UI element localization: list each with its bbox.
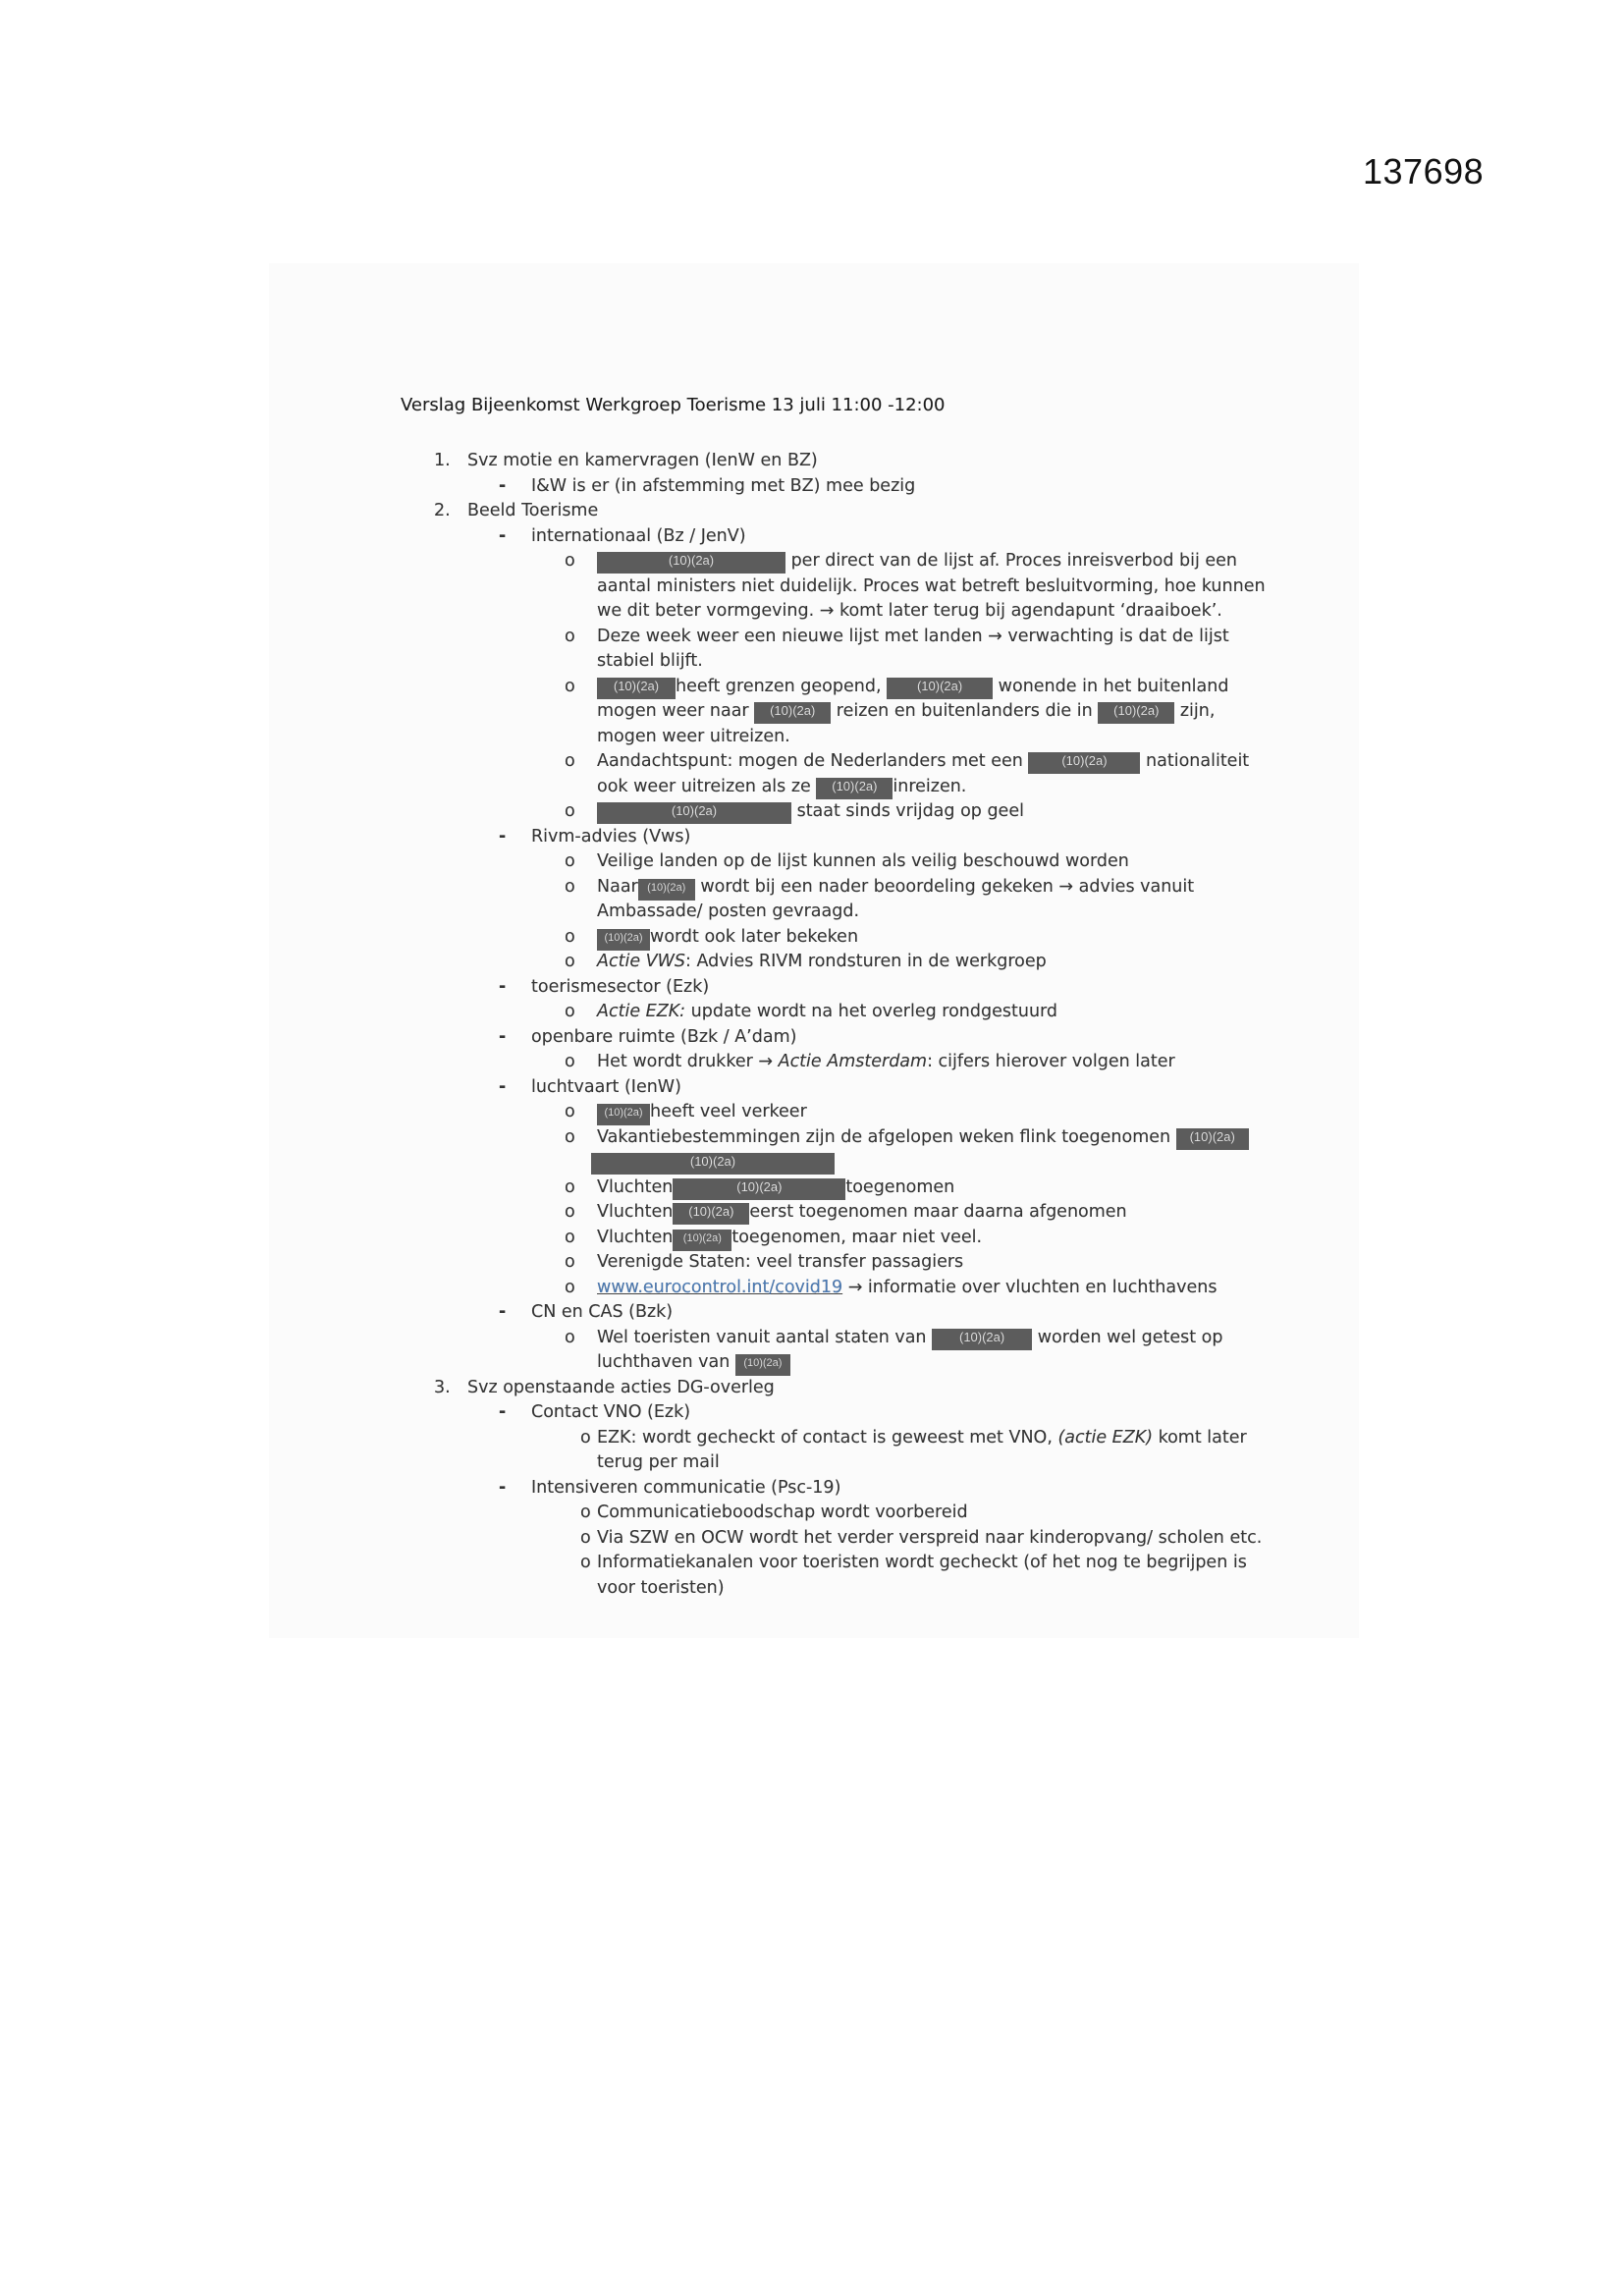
redaction-box: (10)(2a) <box>597 552 785 574</box>
circle-bullet: o <box>565 1227 575 1247</box>
bullet-item <box>401 799 1265 825</box>
bullet-text: eerst toegenomen maar daarna afgenomen <box>749 1202 1127 1222</box>
bullet-item <box>401 1200 1265 1226</box>
circle-bullet: o <box>565 851 575 871</box>
redaction-box: (10)(2a) <box>735 1354 790 1376</box>
bullet-text: per direct van de lijst af. Proces inreisverbod bij een <box>790 551 1238 571</box>
bullet-text: komt later <box>1153 1427 1247 1448</box>
redaction-box: (10)(2a) <box>932 1329 1032 1350</box>
sub-item <box>401 1075 1265 1101</box>
bullet-text: heeft grenzen geopend, <box>676 676 882 696</box>
circle-bullet: o <box>565 676 575 696</box>
bullet-text: worden wel getest op <box>1037 1327 1223 1347</box>
bullet-text: Communicatieboodschap wordt voorbereid <box>597 1503 968 1522</box>
bullet-text: EZK: wordt gecheckt of contact is geweest met VNO, <box>597 1427 1058 1448</box>
bullet-item <box>401 749 1265 775</box>
sub-item-text: CN en CAS (Bzk) <box>531 1302 674 1322</box>
bullet-text: toegenomen <box>845 1176 955 1197</box>
dash-bullet: - <box>499 976 507 997</box>
sub-item <box>401 1476 1265 1502</box>
bullet-text: Vluchten <box>597 1227 674 1247</box>
circle-bullet: o <box>565 1252 575 1272</box>
redaction-box: (10)(2a) <box>887 678 993 699</box>
sub-item <box>401 825 1265 850</box>
redaction-box: (10)(2a) <box>1176 1128 1249 1150</box>
redaction-box: (10)(2a) <box>597 1104 650 1125</box>
bullet-item <box>401 1501 1265 1526</box>
bullet-text: Het wordt drukker → <box>597 1052 779 1071</box>
circle-bullet: o <box>565 1002 575 1021</box>
list-number: 3. <box>434 1377 451 1397</box>
dash-bullet: - <box>499 1477 507 1498</box>
circle-bullet: o <box>565 1277 575 1297</box>
circle-bullet: o <box>565 1327 575 1347</box>
bullet-continuation <box>401 775 1265 800</box>
bullet-item <box>401 1100 1265 1125</box>
redaction-box: (10)(2a) <box>816 778 893 799</box>
sub-item <box>401 1300 1265 1326</box>
redaction-box: (10)(2a) <box>673 1178 845 1200</box>
bullet-continuation <box>401 699 1265 725</box>
bullet-text: Informatiekanalen voor toeristen wordt gecheckt (of het nog te begrijpen is <box>597 1553 1247 1572</box>
bullet-text: wordt ook later bekeken <box>650 926 859 947</box>
document-number: 137698 <box>1363 151 1485 191</box>
action-label: Actie EZK: <box>597 1002 686 1021</box>
bullet-continuation: we dit beter vormgeving. → komt later terug bij agendapunt ‘draaiboek’. <box>597 601 1222 621</box>
circle-bullet: o <box>565 1052 575 1071</box>
bullet-text: mogen weer naar <box>597 701 749 721</box>
bullet-item <box>401 875 1265 901</box>
sub-item-text: openbare ruimte (Bzk / A’dam) <box>531 1026 797 1047</box>
eurocontrol-link[interactable]: www.eurocontrol.int/covid19 <box>597 1277 843 1297</box>
bullet-item <box>401 849 1265 875</box>
bullet-text: luchthaven van <box>597 1352 731 1372</box>
agenda-item-2 <box>401 499 1265 524</box>
circle-bullet: o <box>565 876 575 897</box>
bullet-item <box>401 549 1265 574</box>
meeting-report <box>401 395 1265 1601</box>
bullet-item <box>401 1226 1265 1251</box>
sub-item-text: Contact VNO (Ezk) <box>531 1402 691 1422</box>
dash-bullet: - <box>499 475 507 496</box>
bullet-text: Vluchten <box>597 1176 674 1197</box>
dash-bullet: - <box>499 1026 507 1047</box>
bullet-text: zijn, <box>1179 701 1216 721</box>
bullet-continuation: voor toeristen) <box>597 1577 725 1598</box>
list-number: 1. <box>434 451 451 470</box>
sub-item <box>401 1400 1265 1426</box>
sub-item-text: Rivm-advies (Vws) <box>531 826 691 847</box>
bullet-text: Deze week weer een nieuwe lijst met landen → verwachting is dat de lijst <box>597 626 1229 646</box>
sub-item-text: Intensiveren communicatie (Psc-19) <box>531 1477 841 1498</box>
bullet-text: : Advies RIVM rondsturen in de werkgroep <box>685 952 1047 971</box>
bullet-item <box>401 1426 1265 1451</box>
bullet-item <box>401 1551 1265 1576</box>
report-title: Verslag Bijeenkomst Werkgroep Toerisme 13 juli 11:00 -12:00 <box>401 395 946 415</box>
bullet-text: toegenomen, maar niet veel. <box>731 1227 983 1247</box>
bullet-text: Vakantiebestemmingen zijn de afgelopen weken flink toegenomen <box>597 1126 1171 1147</box>
bullet-item <box>401 1125 1265 1151</box>
bullet-item <box>401 1175 1265 1201</box>
circle-bullet: o <box>565 751 575 771</box>
bullet-text: Verenigde Staten: veel transfer passagiers <box>597 1252 964 1272</box>
bullet-item <box>401 1326 1265 1351</box>
redaction-box: (10)(2a) <box>1098 702 1174 724</box>
sub-item-text: I&W is er (in afstemming met BZ) mee bezig <box>531 475 916 496</box>
bullet-text: wonende in het buitenland <box>998 676 1229 696</box>
bullet-continuation: aantal ministers niet duidelijk. Proces wat betreft besluitvorming, hoe kunnen <box>597 575 1266 596</box>
bullet-continuation: terug per mail <box>597 1452 720 1472</box>
action-label: (actie EZK) <box>1057 1427 1154 1448</box>
bullet-item <box>401 925 1265 951</box>
circle-bullet: o <box>565 926 575 947</box>
bullet-text: wordt bij een nader beoordeling gekeken → advies vanuit <box>700 876 1195 897</box>
agenda-item-1 <box>401 449 1265 474</box>
sub-item <box>401 975 1265 1001</box>
bullet-item <box>401 1250 1265 1276</box>
circle-bullet: o <box>565 551 575 571</box>
bullet-item <box>401 1276 1265 1301</box>
bullet-text: update wordt na het overleg rondgestuurd <box>685 1002 1058 1021</box>
bullet-text: inreizen. <box>893 776 967 796</box>
circle-bullet: o <box>580 1553 591 1572</box>
bullet-item <box>401 1000 1265 1025</box>
bullet-text: staat sinds vrijdag op geel <box>796 801 1024 821</box>
bullet-text: Aandachtspunt: mogen de Nederlanders met een <box>597 751 1023 771</box>
bullet-text: Via SZW en OCW wordt het verder verspreid naar kinderopvang/ scholen etc. <box>597 1527 1263 1548</box>
sub-item-text: internationaal (Bz / JenV) <box>531 525 746 546</box>
circle-bullet: o <box>565 1176 575 1197</box>
circle-bullet: o <box>565 1202 575 1222</box>
circle-bullet: o <box>565 1102 575 1121</box>
redaction-box: (10)(2a) <box>1028 752 1140 774</box>
agenda-item-text: Beeld Toerisme <box>467 501 599 520</box>
sub-item <box>401 474 1265 500</box>
sub-item <box>401 1025 1265 1051</box>
bullet-continuation <box>401 1150 1265 1175</box>
bullet-continuation <box>401 1350 1265 1376</box>
redaction-box: (10)(2a) <box>673 1230 731 1251</box>
bullet-item <box>401 1050 1265 1075</box>
sub-item <box>401 524 1265 550</box>
bullet-item <box>401 625 1265 650</box>
bullet-text: heeft veel verkeer <box>650 1102 807 1121</box>
agenda-item-text: Svz openstaande acties DG-overleg <box>467 1377 775 1397</box>
sub-item-text: toerismesector (Ezk) <box>531 976 710 997</box>
redaction-box: (10)(2a) <box>591 1153 835 1175</box>
redaction-box: (10)(2a) <box>673 1203 749 1225</box>
bullet-text: reizen en buitenlanders die in <box>836 701 1093 721</box>
dash-bullet: - <box>499 525 507 546</box>
action-label: Actie Amsterdam <box>778 1052 928 1071</box>
bullet-text: Naar <box>597 876 638 897</box>
dash-bullet: - <box>499 1402 507 1422</box>
bullet-text: Wel toeristen vanuit aantal staten van <box>597 1327 927 1347</box>
bullet-continuation: mogen weer uitreizen. <box>597 726 790 746</box>
circle-bullet: o <box>565 801 575 821</box>
agenda-item-3 <box>401 1376 1265 1401</box>
bullet-continuation: stabiel blijft. <box>597 651 703 671</box>
redaction-box: (10)(2a) <box>597 929 650 951</box>
list-number: 2. <box>434 501 451 520</box>
action-label: Actie VWS <box>597 952 686 971</box>
bullet-text: Veilige landen op de lijst kunnen als veilig beschouwd worden <box>597 851 1129 871</box>
bullet-continuation: Ambassade/ posten gevraagd. <box>597 902 860 921</box>
redaction-box: (10)(2a) <box>597 678 676 699</box>
circle-bullet: o <box>580 1503 591 1522</box>
circle-bullet: o <box>565 626 575 646</box>
dash-bullet: - <box>499 1302 507 1322</box>
circle-bullet: o <box>580 1527 591 1548</box>
bullet-item <box>401 675 1265 700</box>
circle-bullet: o <box>565 952 575 971</box>
redaction-box: (10)(2a) <box>754 702 831 724</box>
bullet-text: : cijfers hierover volgen later <box>927 1052 1175 1071</box>
bullet-text: → informatie over vluchten en luchthavens <box>842 1277 1218 1297</box>
redaction-box: (10)(2a) <box>638 879 695 901</box>
bullet-text: ook weer uitreizen als ze <box>597 776 811 796</box>
bullet-item <box>401 1526 1265 1552</box>
sub-item-text: luchtvaart (IenW) <box>531 1076 681 1097</box>
dash-bullet: - <box>499 826 507 847</box>
circle-bullet: o <box>580 1427 591 1448</box>
bullet-text: Vluchten <box>597 1202 674 1222</box>
redaction-box: (10)(2a) <box>597 802 791 824</box>
agenda-item-text: Svz motie en kamervragen (IenW en BZ) <box>467 451 818 470</box>
circle-bullet: o <box>565 1126 575 1147</box>
bullet-item <box>401 950 1265 975</box>
bullet-text: nationaliteit <box>1146 751 1250 771</box>
dash-bullet: - <box>499 1076 507 1097</box>
